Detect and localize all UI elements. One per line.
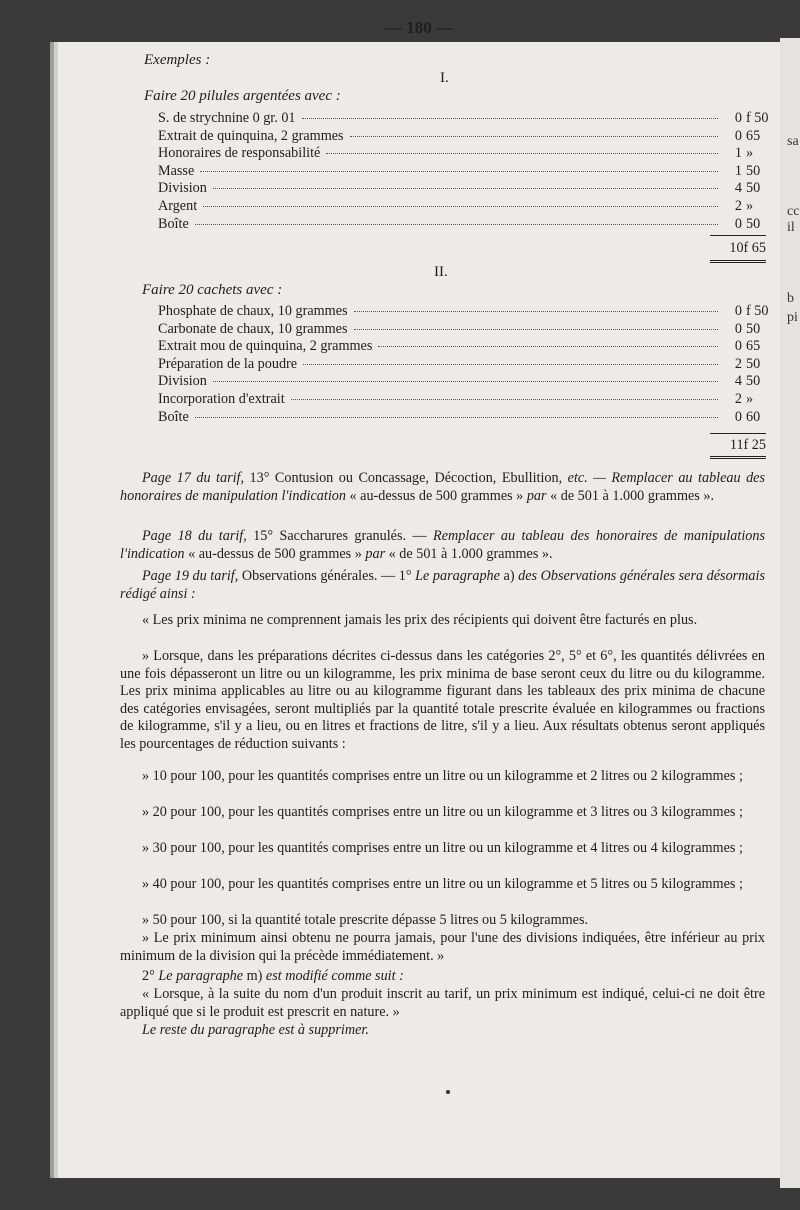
line-item-label: Carbonate de chaux, 10 grammes [158, 320, 348, 337]
leader-dots [291, 399, 718, 400]
leader-dots [354, 329, 719, 330]
line-item-amount [724, 338, 766, 355]
line-item [158, 180, 766, 198]
edge-fragment: b [787, 291, 794, 306]
quoted-paragraph: « Les prix minima ne comprennent jamais les prix des récipients qui doivent être facturés en plus. [142, 612, 698, 628]
section-total: 11f 25 [729, 437, 766, 453]
line-item-amount [724, 216, 766, 233]
line-item-amount [724, 198, 766, 215]
amount-centimes: 50 [746, 162, 761, 179]
amount-centimes: » [746, 145, 754, 162]
amendment-page17: Page 17 du tarif, 13° Contusion ou Concassage, Décoction, Ebullition, etc. — Remplacer au tableau des honoraires de manipulation l'indication « au-dessus de 500 grammes » par « de 501 à 1.000 grammes ». [120, 470, 766, 504]
amount-francs: 0 [734, 110, 742, 126]
line-item-label: Division [158, 373, 207, 390]
line-item-label: Phosphate de chaux, 10 grammes [158, 303, 348, 319]
edge-fragment: pi [787, 310, 798, 325]
line-item [158, 338, 766, 356]
subtotal-rule [710, 433, 766, 434]
amount-centimes: 50 [746, 373, 761, 390]
section-heading: Faire 20 pilules argentées avec : [144, 88, 341, 104]
amendment-page19: Page 19 du tarif, Observations générales. — 1° Le paragraphe a) des Observations générales sera désormais rédigé ainsi : [120, 568, 765, 602]
line-item-label: Extrait mou de quinquina, 2 grammes [158, 338, 373, 355]
line-item-amount [724, 356, 766, 373]
amount-francs: 4 [734, 180, 742, 197]
amount-francs: 2 [734, 391, 742, 407]
adjacent-page-edge [780, 38, 800, 1188]
line-item-label: Boîte [158, 215, 189, 232]
leader-dots [213, 188, 718, 189]
quoted-paragraph: » Le prix minimum ainsi obtenu ne pourra jamais, pour l'une des divisions indiquées, être inférieur au prix minimum de la division qui la précède immédiatement. » [120, 930, 765, 964]
leader-dots [203, 206, 718, 207]
quoted-paragraph: » 50 pour 100, si la quantité totale prescrite dépasse 5 litres ou 5 kilogrammes. [142, 912, 589, 928]
line-item-label: Honoraires de responsabilité [158, 145, 321, 162]
leader-dots [213, 381, 718, 382]
amount-francs: 0 [734, 215, 742, 232]
amount-centimes: 50 [746, 215, 761, 232]
leader-dots [326, 153, 718, 154]
quoted-paragraph: » 20 pour 100, pour les quantités comprises entre un litre ou un kilogramme et 3 litres ou 3 kilogrammes ; [142, 804, 743, 820]
line-item [158, 321, 766, 339]
amount-francs: 0 [734, 303, 742, 319]
line-item-amount [724, 409, 766, 426]
line-item-amount [724, 180, 766, 197]
line-item-label: Préparation de la poudre [158, 355, 298, 372]
examples-label: Exemples : [144, 52, 211, 68]
quoted-paragraph: » Lorsque, dans les préparations décrites ci-dessus dans les catégories 2°, 5° et 6°, les quantités délivrées en une fois dépasseront un litre ou un kilogramme, les prix minima de base seront ceux du litre ou du kilogramme. Les prix minima applicables au litre ou au kilogramme figurant dans les tableaux des prix minima de chacune des catégories envisagées, seront multipliés par la quantité totale prescrite évaluée en kilogrammes ou fractions de kilogramme, s'il y a lieu, ou en litres et fractions de litre, s'il y a lieu. Aux résultats obtenus seront appliqués les pourcentages de réduction suivants : [120, 648, 765, 752]
quoted-paragraph: » 40 pour 100, pour les quantités comprises entre un litre ou un kilogramme et 5 litres ou 5 kilogrammes ; [142, 876, 743, 892]
amount-centimes: 50 [746, 320, 761, 337]
leader-dots [354, 311, 718, 312]
line-item [158, 163, 766, 181]
line-item-label: Incorporation d'extrait [158, 391, 285, 407]
line-item-amount [724, 391, 766, 408]
leader-dots [195, 224, 718, 225]
section-numeral: II. [434, 264, 448, 280]
line-item-label: Masse [158, 162, 195, 179]
line-item [158, 145, 766, 163]
line-item-label: Division [158, 180, 207, 197]
line-item-label: Argent [158, 198, 198, 214]
amount-francs: 2 [734, 355, 742, 372]
line-item [158, 303, 769, 321]
line-item [158, 356, 766, 374]
edge-fragment: il [787, 220, 795, 235]
line-item-amount [724, 321, 766, 338]
line-item [158, 216, 766, 234]
amount-centimes: 50 [746, 355, 761, 372]
leader-dots [302, 118, 718, 119]
amount-centimes: » [746, 391, 754, 407]
line-item-amount [724, 373, 766, 390]
quoted-paragraph: « Lorsque, à la suite du nom d'un produit inscrit au tarif, un prix minimum est indiqué, celui-ci ne doit être appliqué que si le produit est prescrit en nature. » [120, 986, 765, 1020]
line-item [158, 198, 766, 216]
line-item-label: Extrait de quinquina, 2 grammes [158, 127, 344, 144]
amount-francs: 0 [734, 338, 742, 355]
quoted-paragraph: » 30 pour 100, pour les quantités comprises entre un litre ou un kilogramme et 4 litres ou 4 kilogrammes ; [142, 840, 743, 856]
line-item [158, 110, 769, 128]
amount-francs: 1 [734, 145, 742, 162]
amount-francs: 0 [734, 320, 742, 337]
line-item-amount [724, 163, 766, 180]
amount-francs: 2 [734, 198, 742, 214]
quoted-paragraph: » 10 pour 100, pour les quantités comprises entre un litre ou un kilogramme et 2 litres ou 2 kilogrammes ; [142, 768, 743, 784]
page-number: — 180 — [385, 18, 453, 37]
amount-francs: 0 [734, 127, 742, 144]
section-heading: Faire 20 cachets avec : [142, 282, 283, 298]
subtotal-rule [710, 235, 766, 236]
total-double-rule [710, 456, 766, 459]
line-item [158, 409, 766, 427]
line-item-amount [724, 303, 769, 320]
amount-francs: 1 [734, 162, 742, 179]
amount-centimes: 50 [746, 180, 761, 197]
leader-dots [378, 346, 718, 347]
total-double-rule [710, 260, 766, 263]
leader-dots [350, 136, 718, 137]
amount-centimes: f 50 [746, 303, 769, 319]
line-item-label: Boîte [158, 408, 189, 425]
leader-dots [303, 364, 718, 365]
amount-centimes: 60 [746, 408, 761, 425]
section-total: 10f 65 [729, 240, 766, 256]
amendment-page18: Page 18 du tarif, 15° Saccharures granulés. — Remplacer au tableau des honoraires de manipulations l'indication « au-dessus de 500 grammes » par « de 501 à 1.000 grammes ». [120, 528, 765, 562]
amount-centimes: 65 [746, 127, 761, 144]
line-item-label: S. de strychnine 0 gr. 01 [158, 110, 296, 126]
amount-francs: 4 [734, 373, 742, 390]
amount-centimes: » [746, 198, 754, 214]
edge-fragment: sa [787, 134, 799, 149]
line-item [158, 128, 766, 146]
line-item-amount [724, 145, 766, 162]
amount-francs: 0 [734, 408, 742, 425]
amount-centimes: 65 [746, 338, 761, 355]
line-item-amount [724, 110, 769, 127]
closing-instruction: Le reste du paragraphe est à supprimer. [142, 1022, 369, 1038]
edge-fragment: cc [787, 204, 800, 219]
amendment-paragraph-m: 2° Le paragraphe m) est modifié comme suit : [142, 968, 404, 984]
line-item-amount [724, 128, 766, 145]
leader-dots [195, 417, 718, 418]
leader-dots [200, 171, 718, 172]
section-numeral: I. [440, 70, 449, 86]
amount-centimes: f 50 [746, 110, 769, 126]
line-item [158, 373, 766, 391]
ornament-dot [446, 1090, 450, 1094]
line-item [158, 391, 766, 409]
